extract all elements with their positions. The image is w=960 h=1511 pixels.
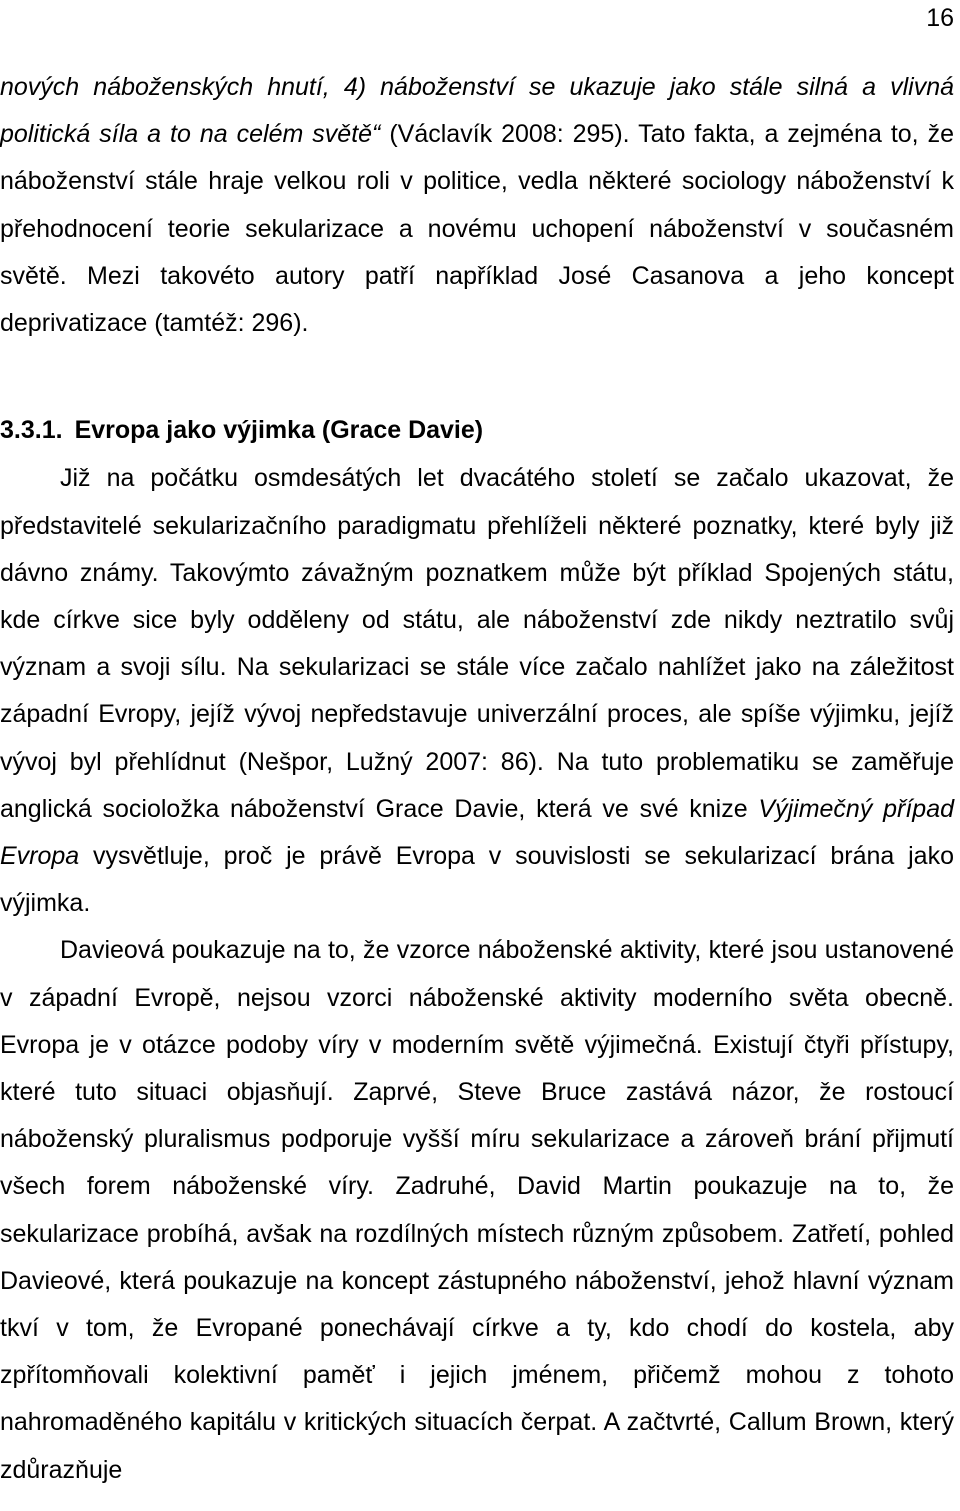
section-heading (0, 407, 954, 454)
section-title: Evropa jako výjimka (Grace Davie) (74, 416, 484, 445)
page-number: 16 (926, 4, 954, 32)
italic-quote: nových náboženských hnutí, 4) náboženství se ukazuje jako stále silná a vlivná politická síla a to na celém světě“ (0, 73, 954, 149)
paragraph-1-text: (Václavík 2008: 295). Tato fakta, a zejména to, že náboženství stále hraje velkou roli v politice, vedla některé sociology náboženství k přehodnocení teorie sekularizace a novému uchopení náboženství v současném světě. Mezi takovéto autory patří například José Casanova a jeho koncept deprivatizace (tamtéž: 296). (0, 120, 954, 338)
document-body (0, 64, 954, 1494)
book-title: Výjimečný případ Evropa (0, 794, 954, 871)
paragraph-2 (0, 455, 954, 927)
paragraph-2-text-before: Již na počátku osmdesátých let dvacátého století se začalo ukazovat, že představitelé sekularizačního paradigmatu přehlíželi některé poznatky, které byly již dávno známy. Takovýmto závažným poznatkem může být příklad Spojených státu, kde církve sice byly odděleny od státu, ale náboženství zde nikdy neztratilo svůj význam a svoji sílu. Na sekularizaci se stále více začalo nahlížet jako na záležitost západní Evropy, jejíž vývoj nepředstavuje univerzální proces, ale spíše výjimku, jejíž vývoj byl přehlídnut (Nešpor, Lužný 2007: 86). Na tuto problematiku se zaměřuje anglická socioložka náboženství Grace Davie, která ve své knize (0, 464, 954, 823)
paragraph-3: Davieová poukazuje na to, že vzorce náboženské aktivity, které jsou ustanovené v západní Evropě, nejsou vzorci náboženské aktivity moderního světa obecně. Evropa je v otázce podoby víry v moderním světě výjimečná. Existují čtyři přístupy, které tuto situaci objasňují. Zaprvé, Steve Bruce zastává názor, že rostoucí náboženský pluralismus podporuje vyšší míru sekularizace a zároveň brání přijmutí všech forem náboženské víry. Zadruhé, David Martin poukazuje na to, že sekularizace probíhá, avšak na rozdílných místech různým způsobem. Zatřetí, pohled Davieové, která poukazuje na koncept zástupného náboženství, jehož hlavní význam tkví v tom, že Evropané ponechávají církve a ty, kdo chodí do kostela, aby zpřítomňovali kolektivní paměť i jejich jménem, přičemž mohou z tohoto nahromaděného kapitálu v kritických situacích čerpat. A začtvrté, Callum Brown, který zdůrazňuje (0, 936, 954, 1484)
section-number: 3.3.1. (0, 416, 63, 445)
paragraph-2-text-after: vysvětluje, proč je právě Evropa v souvislosti se sekularizací brána jako výjimka. (0, 842, 954, 918)
paragraph-1 (0, 64, 954, 347)
